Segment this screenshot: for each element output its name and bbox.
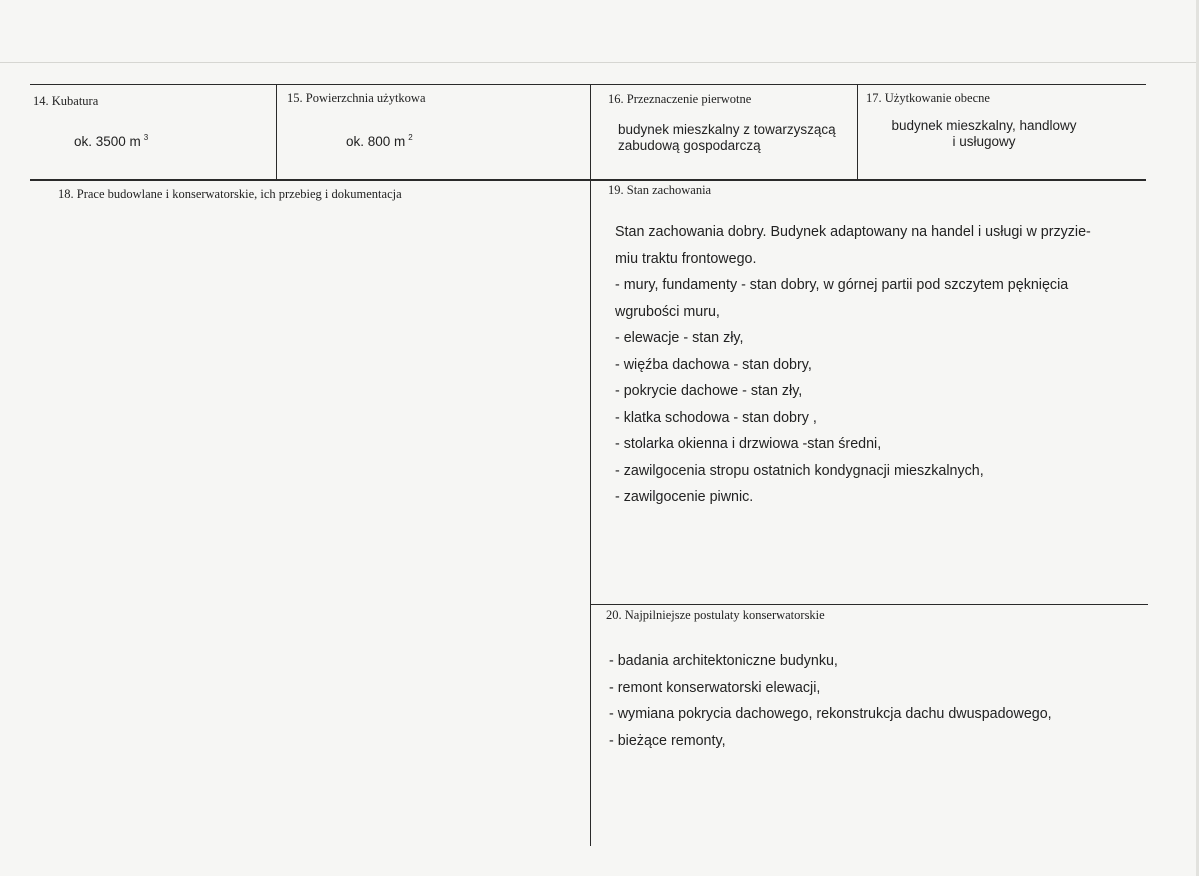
divider-16-17 [857,84,858,180]
powierzchnia-value: ok. 800 m $^2$ [346,133,413,149]
uzytkowanie-value: budynek mieszkalny, handlowy i usługowy [891,118,1077,149]
prace-label: 18. Prace budowlane i konserwatorskie, ich przebieg i dokumentacja [58,187,402,201]
stan-line: - zawilgocenia stropu ostatnich kondygnacji mieszkalnych, [615,462,984,479]
center-divider [590,84,591,846]
przeznaczenie-label: 16. Przeznaczenie pierwotne [608,92,752,106]
postulaty-line: - badania architektoniczne budynku, [609,653,838,669]
section20-top-border [590,604,1148,605]
postulaty-line: - wymiana pokrycia dachowego, rekonstrukcja dachu dwuspadowego, [609,706,1052,722]
paper-fold-line [0,62,1199,63]
stan-text [615,219,1091,511]
stan-line: - pokrycie dachowe - stan zły, [615,383,803,399]
stan-line: - klatka schodowa - stan dobry , [615,409,817,426]
stan-line: - stolarka okienna i drzwiowa -stan średni, [615,436,882,452]
powierzchnia-label: 15. Powierzchnia użytkowa [287,91,426,105]
stan-line: Stan zachowania dobry. Budynek adaptowany na handel i usługi w przyzie- [615,224,1091,240]
stan-line: - zawilgocenie piwnic. [615,489,754,505]
postulaty-label: 20. Najpilniejsze postulaty konserwatorskie [606,608,825,622]
top-border [30,84,1146,85]
postulaty-line: - remont konserwatorski elewacji, [609,679,821,696]
stan-line: - elewacje - stan zły, [615,330,744,346]
kubatura-label: 14. Kubatura [33,94,99,108]
divider-14-15 [276,84,277,180]
stan-line: - mury, fundamenty - stan dobry, w górnej partii pod szczytem pęknięcia [615,277,1069,293]
stan-line: - więźba dachowa - stan dobry, [615,356,812,373]
postulaty-line: - bieżące remonty, [609,732,726,749]
stan-line: miu traktu frontowego. [615,250,757,267]
stan-line: wgrubości muru, [615,303,720,320]
row1-bottom-border [30,179,1146,181]
stan-label: 19. Stan zachowania [608,183,712,197]
kubatura-value: ok. 3500 m $^3$ [74,133,149,149]
uzytkowanie-label: 17. Użytkowanie obecne [866,91,990,105]
postulaty-text [609,648,1052,754]
przeznaczenie-value: budynek mieszkalny z towarzyszącą zabudową gospodarczą [618,122,836,153]
